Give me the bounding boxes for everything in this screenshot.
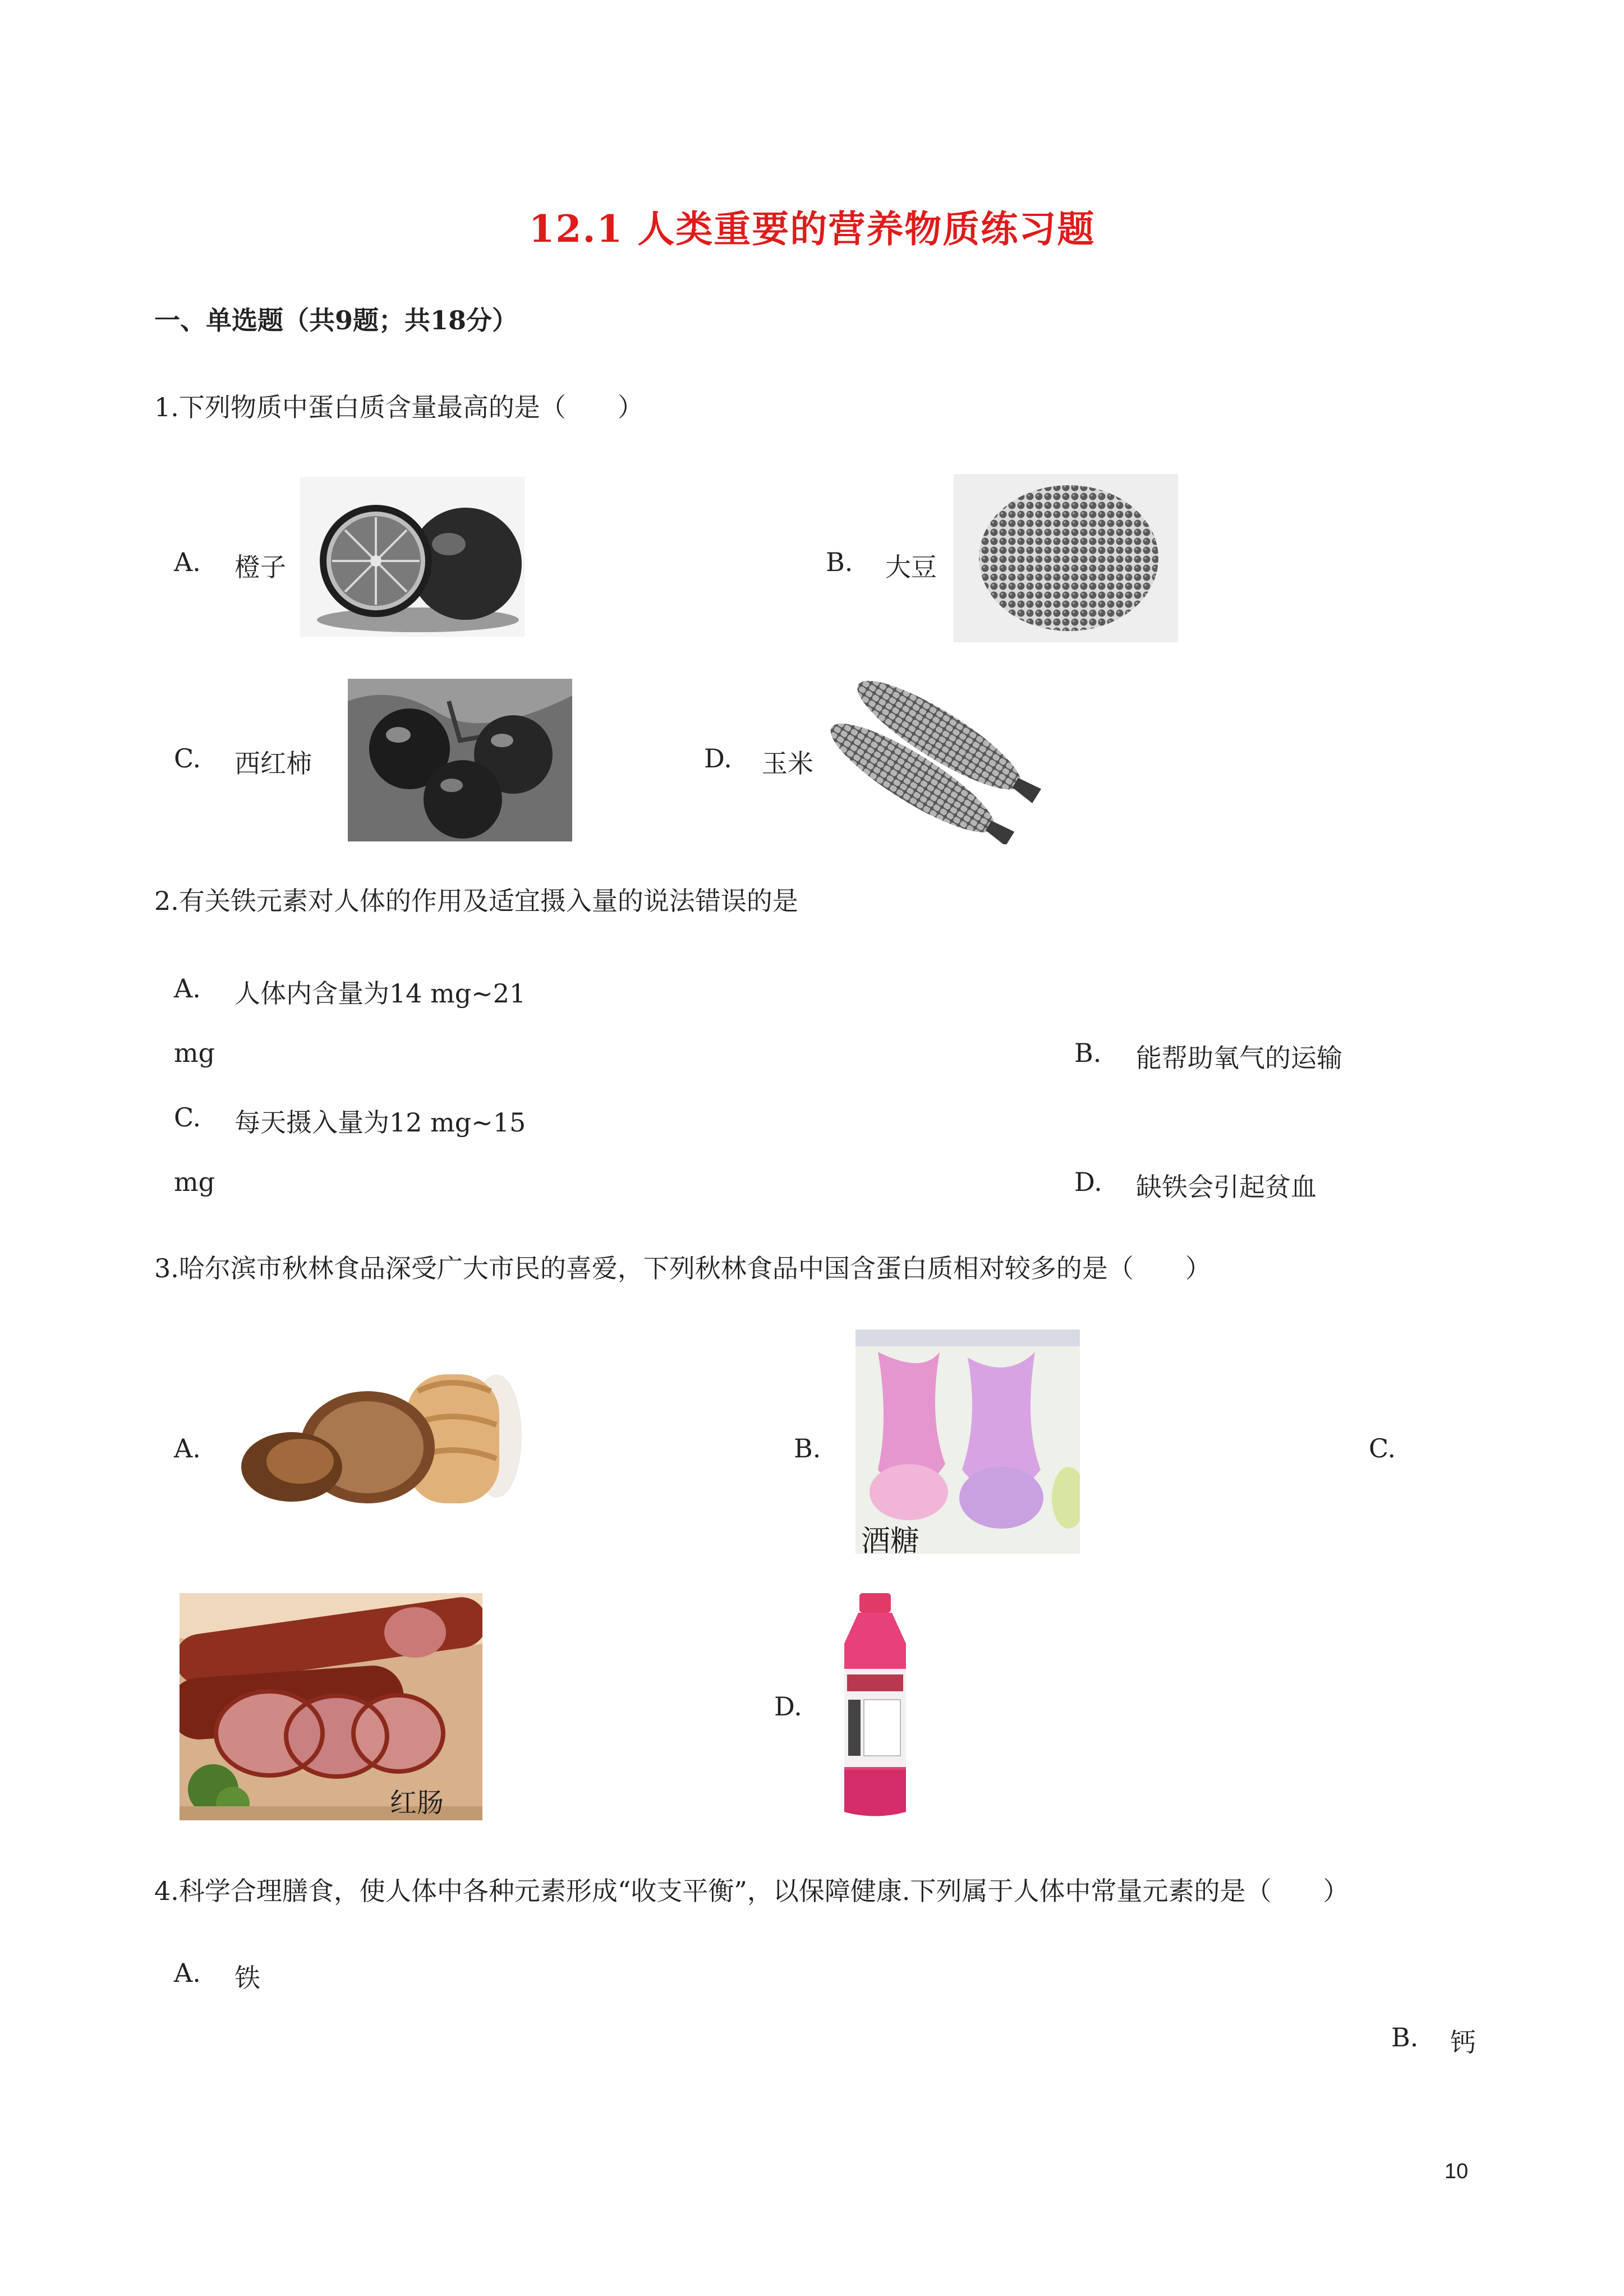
page-title: 12.1 人类重要的营养物质练习题 [528, 207, 1096, 251]
page-number: 10 [1444, 2160, 1469, 2183]
q2-option-d-text: 缺铁会引起贫血 [1136, 1172, 1317, 1202]
q3-option-a-letter: A. [174, 1433, 201, 1464]
q2-option-a-letter: A. [174, 973, 201, 1004]
q2-option-b-letter: B. [1074, 1038, 1102, 1068]
q2-option-d-letter: D. [1074, 1167, 1102, 1197]
question-4-stem: 4.科学合理膳食，使人体中各种元素形成“收支平衡”，以保障健康.下列属于人体中常量元素的是（ ） [154, 1876, 1349, 1906]
q4-option-b-text: 钙 [1450, 2027, 1476, 2058]
soybean-photo [954, 474, 1178, 642]
q1-option-d-letter: D. [704, 743, 732, 774]
q1-option-c-letter: C. [174, 743, 201, 774]
q2-option-a-text: 人体内含量为14 mg~21 [234, 978, 526, 1009]
q1-option-b-text: 大豆 [885, 552, 937, 582]
q2-option-b-text: 能帮助氧气的运输 [1136, 1043, 1342, 1073]
q4-option-a-letter: A. [174, 1958, 201, 1988]
q1-option-a-letter: A. [174, 547, 201, 577]
question-2-stem: 2.有关铁元素对人体的作用及适宜摄入量的说法错误的是 [154, 886, 798, 916]
q2-option-c-text: 每天摄入量为12 mg~15 [234, 1107, 526, 1138]
liquor-candy-photo [855, 1329, 1080, 1554]
bread-photo [238, 1352, 522, 1520]
q3-option-b-letter: B. [794, 1433, 821, 1464]
question-1-stem: 1.下列物质中蛋白质含量最高的是（ ） [154, 392, 643, 422]
red-sausage-photo [180, 1593, 482, 1820]
q1-option-d-text: 玉米 [762, 748, 813, 779]
drink-bottle-photo [825, 1590, 926, 1820]
question-3-stem: 3.哈尔滨市秋林食品深受广大市民的喜爱，下列秋林食品中国含蛋白质相对较多的是（ ） [154, 1253, 1211, 1283]
liquor-candy-caption: 酒糖 [861, 1525, 920, 1554]
section-heading: 一、单选题（共9题；共18分） [154, 305, 518, 335]
q4-option-b-letter: B. [1391, 2022, 1419, 2053]
red-sausage-caption: 红肠 [390, 1788, 444, 1818]
orange-photo [300, 477, 525, 637]
q1-option-a-text: 橙子 [234, 552, 286, 582]
q1-option-c-text: 西红柿 [234, 748, 312, 779]
q4-option-a-text: 铁 [234, 1963, 260, 1993]
q2-option-c-letter: C. [174, 1102, 201, 1133]
q2-option-a-text-cont: mg [174, 1038, 215, 1068]
q2-option-c-text-cont: mg [174, 1167, 215, 1197]
q1-option-b-letter: B. [826, 547, 853, 577]
q3-option-c-letter: C. [1369, 1433, 1396, 1464]
tomato-photo [348, 679, 572, 841]
corn-photo [825, 676, 1049, 844]
q3-option-d-letter: D. [774, 1691, 802, 1722]
